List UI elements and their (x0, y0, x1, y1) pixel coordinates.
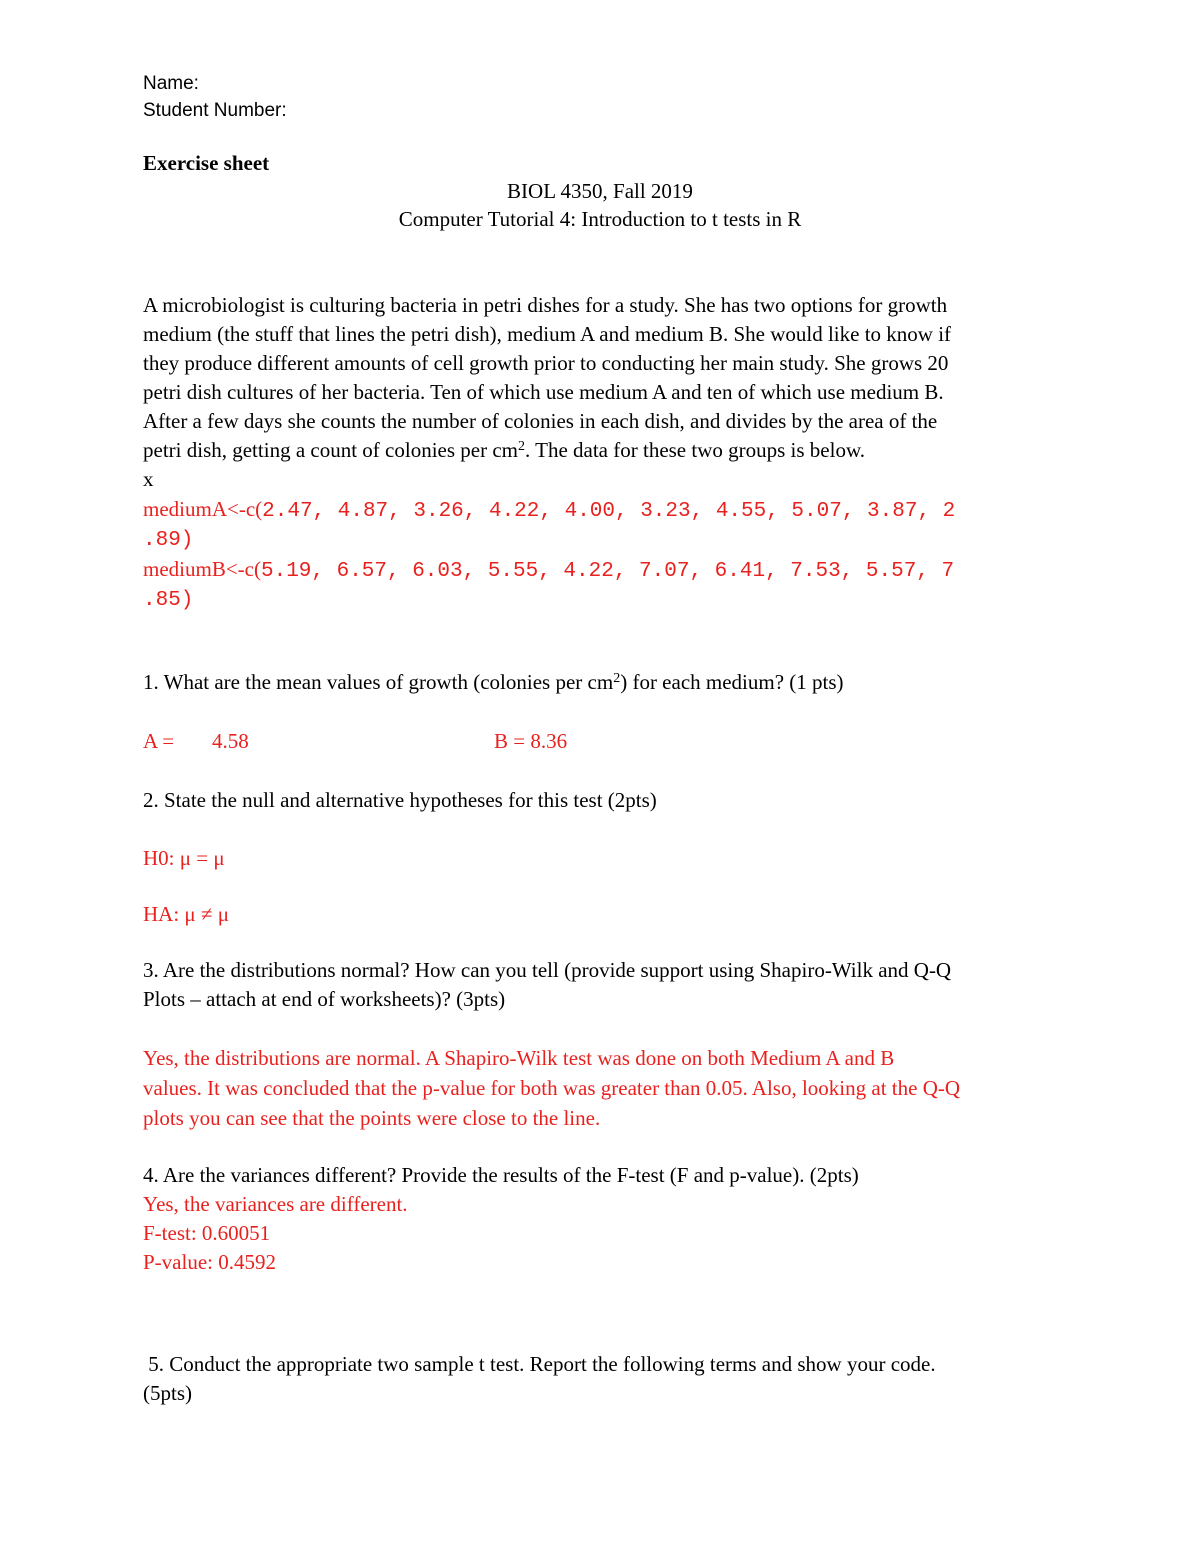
q5-line: (5pts) (143, 1381, 192, 1405)
intro-last-text-end: . The data for these two groups is below. (525, 438, 866, 462)
exercise-sheet-heading: Exercise sheet (143, 151, 270, 175)
answer-3 (143, 1043, 1063, 1133)
q5-line: 5. Conduct the appropriate two sample t test. Report the following terms and show your code. (143, 1352, 936, 1376)
question-3 (143, 956, 1063, 1014)
code-line-medium-a-cont: .89) (143, 529, 194, 552)
a4-line: P-value: 0.4592 (143, 1250, 276, 1274)
intro-line-last (143, 436, 1063, 465)
intro-line: medium (the stuff that lines the petri dish), medium A and medium B. She would like to know if (143, 322, 952, 346)
code-line-medium-a (143, 495, 1063, 526)
question-1 (143, 668, 844, 697)
superscript: 2 (613, 671, 621, 686)
code-block (143, 495, 1063, 615)
a4-line: Yes, the variances are different. (143, 1192, 408, 1216)
code-values: 2.47, 4.87, 3.26, 4.22, 4.00, 3.23, 4.55, 5.07, 3.87, 2 (262, 500, 956, 523)
alternative-hypothesis: HA: μ ≠ μ (143, 902, 229, 926)
course-title: BIOL 4350, Fall 2019 (507, 179, 693, 203)
a3-line: values. It was concluded that the p-value for both was greater than 0.05. Also, looking at the Q-Q (143, 1076, 961, 1100)
q1-text: 1. What are the mean values of growth (colonies per cm (143, 670, 614, 694)
intro-paragraph (143, 291, 1063, 494)
question-4: 4. Are the variances different? Provide the results of the F-test (F and p-value). (2pts) (143, 1163, 859, 1187)
answer-4 (143, 1190, 1063, 1277)
q1-text-end: ) for each medium? (1 pts) (620, 670, 844, 694)
answer-a-value: 4.58 (212, 729, 249, 753)
name-label: Name: (143, 73, 199, 94)
student-number-label: Student Number: (143, 100, 287, 121)
intro-line: After a few days she counts the number of colonies in each dish, and divides by the area of the (143, 409, 938, 433)
a4-line: F-test: 0.60051 (143, 1221, 271, 1245)
q3-line: 3. Are the distributions normal? How can you tell (provide support using Shapiro-Wilk and Q-Q (143, 958, 952, 982)
a3-line: plots you can see that the points were close to the line. (143, 1106, 601, 1130)
answer-b: B = 8.36 (494, 729, 568, 753)
tutorial-title: Computer Tutorial 4: Introduction to t tests in R (398, 207, 802, 231)
code-prefix: mediumB<-c( (143, 557, 261, 581)
code-line-medium-b (143, 555, 1063, 586)
code-line-medium-b-cont: .85) (143, 589, 194, 612)
null-hypothesis: H0: μ = μ (143, 846, 225, 870)
stray-x: x (143, 467, 154, 491)
code-values: 5.19, 6.57, 6.03, 5.55, 4.22, 7.07, 6.41, 7.53, 5.57, 7 (260, 560, 955, 583)
intro-line: petri dish cultures of her bacteria. Ten of which use medium A and ten of which use medium B. (143, 380, 944, 404)
q3-line: Plots – attach at end of worksheets)? (3pts) (143, 987, 506, 1011)
question-5 (143, 1350, 1063, 1408)
intro-line: they produce different amounts of cell growth prior to conducting her main study. She grows 20 (143, 351, 949, 375)
a3-line: Yes, the distributions are normal. A Shapiro-Wilk test was done on both Medium A and B (143, 1046, 895, 1070)
intro-line: A microbiologist is culturing bacteria in petri dishes for a study. She has two options for growth (143, 293, 948, 317)
code-prefix: mediumA<-c( (143, 497, 263, 521)
superscript: 2 (518, 439, 525, 454)
intro-last-text: petri dish, getting a count of colonies per cm (143, 438, 518, 462)
question-2: 2. State the null and alternative hypotheses for this test (2pts) (143, 788, 657, 812)
answer-a-label: A = (143, 729, 175, 753)
